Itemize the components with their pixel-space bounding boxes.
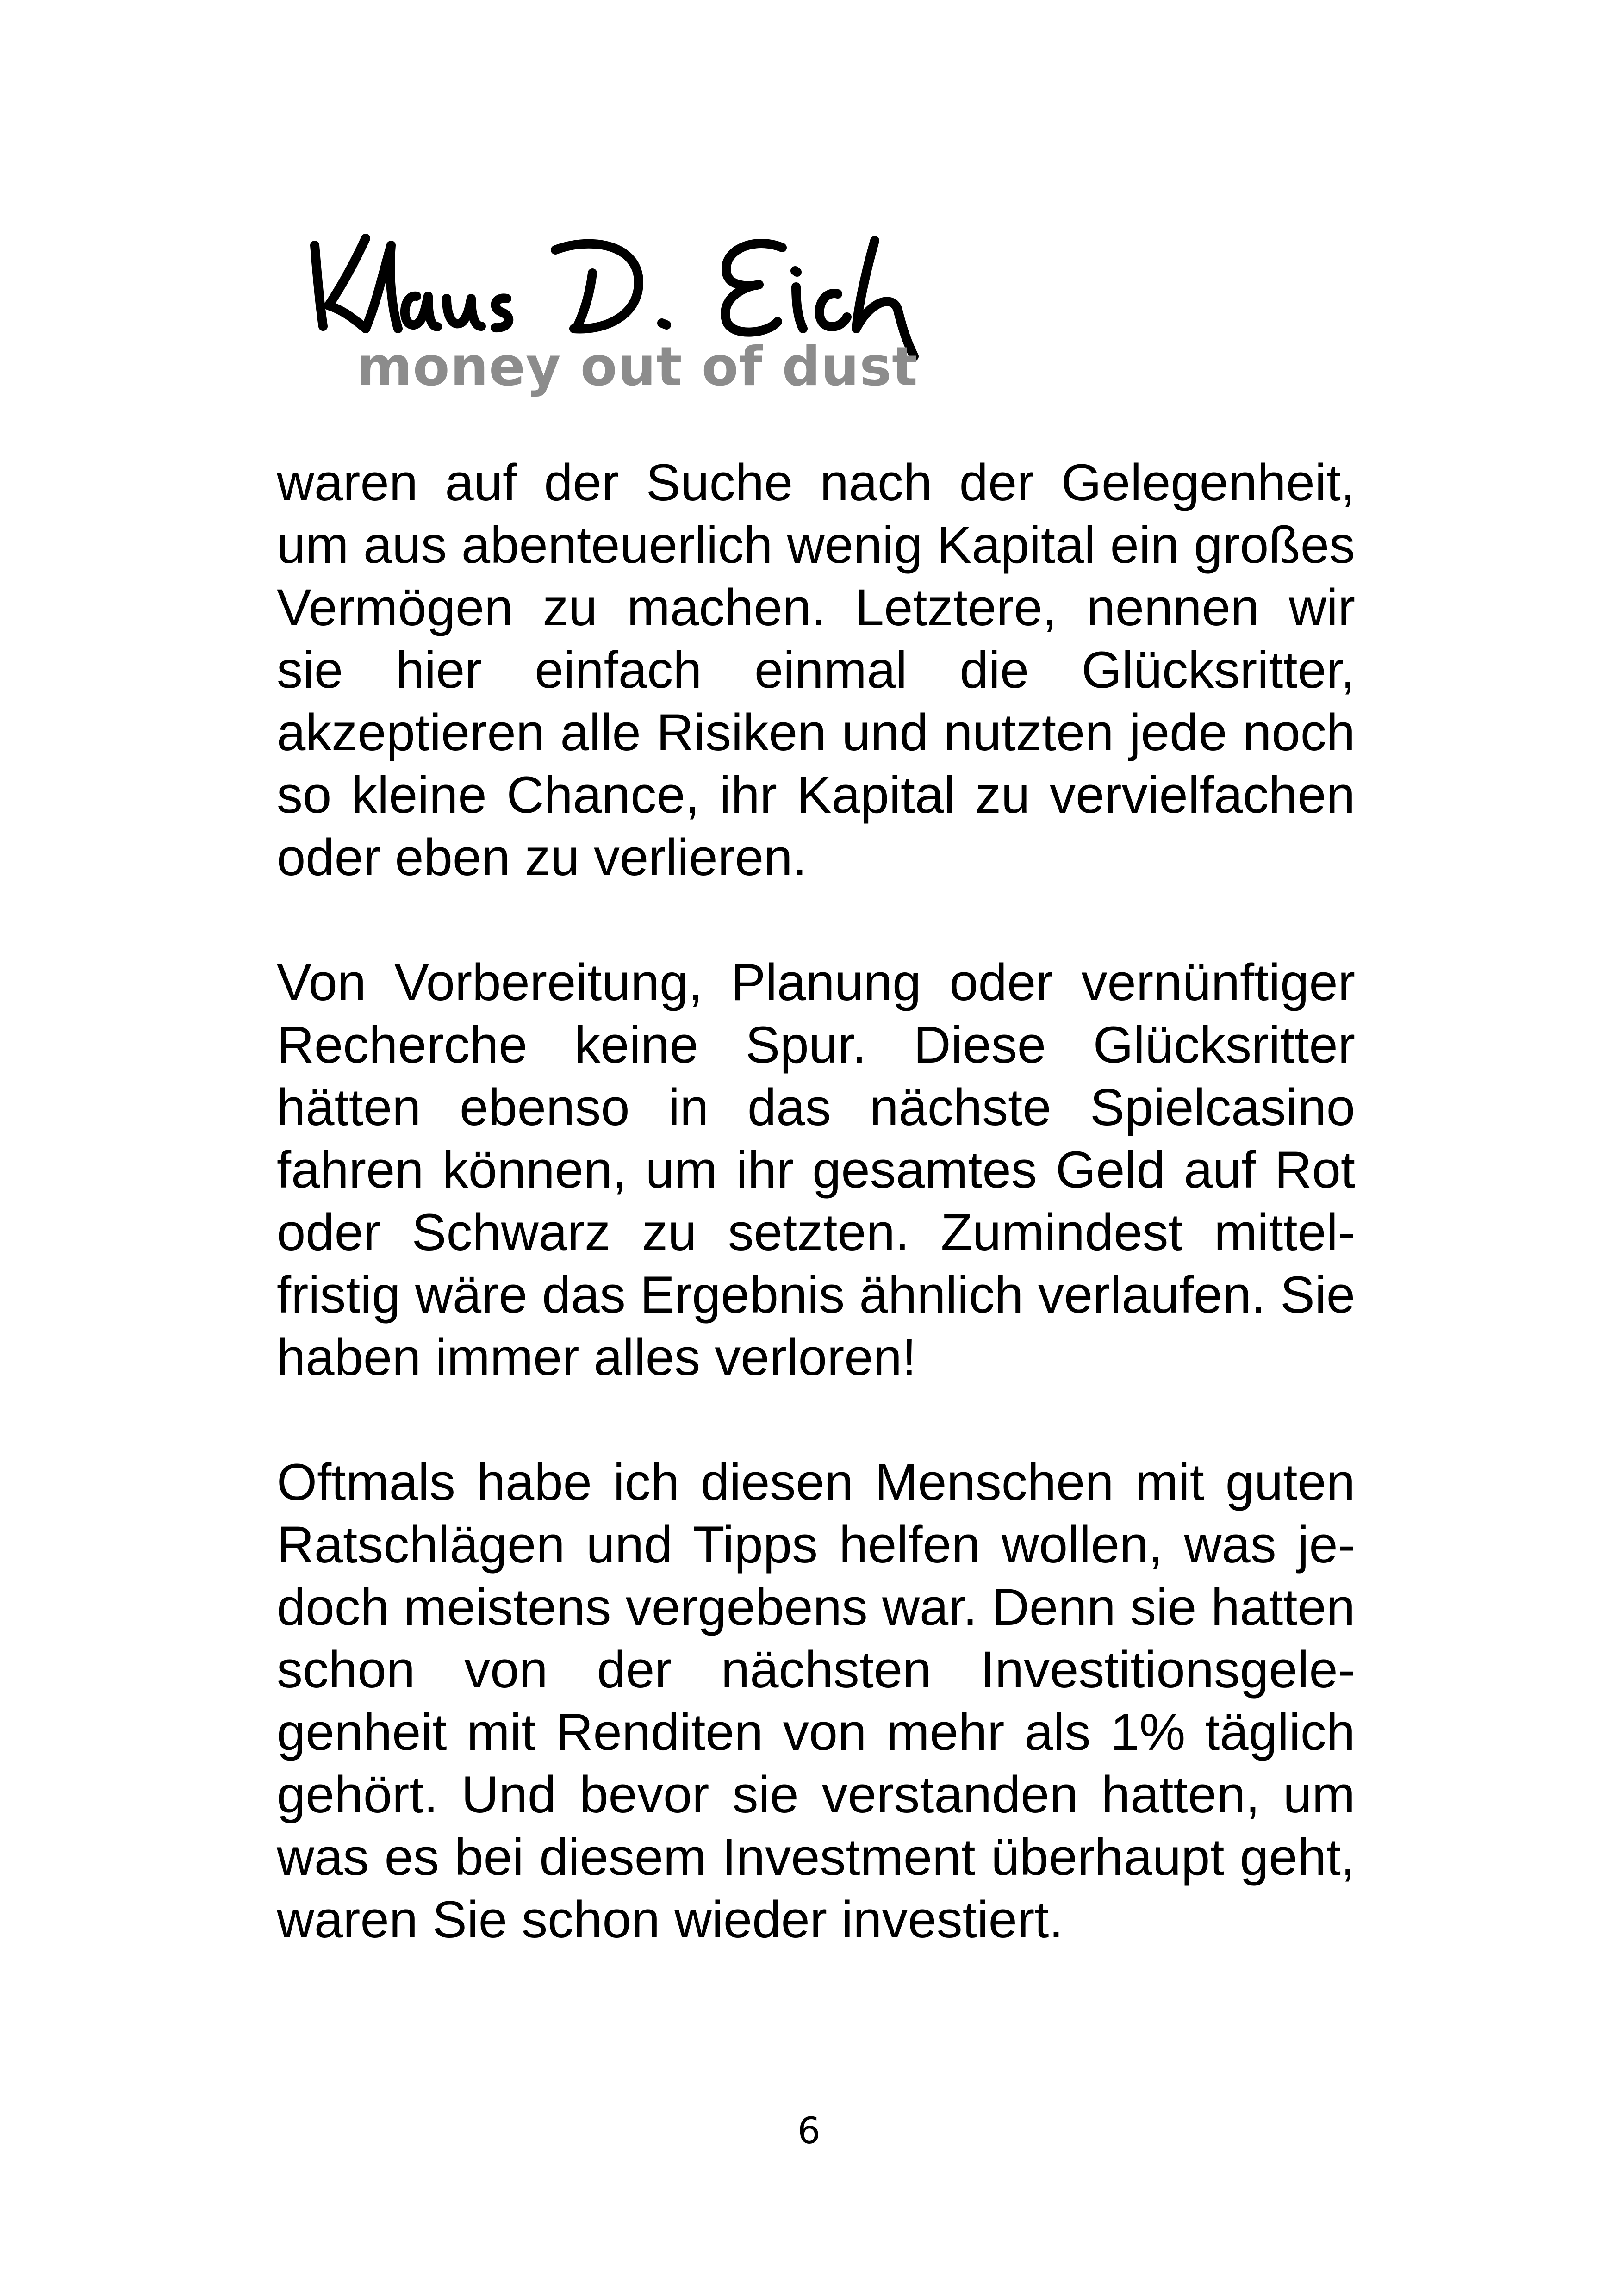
body-text xyxy=(277,451,1355,2013)
paragraph: Oftmals habe ich diesen Menschen mit guten Ratschlägen und Tipps helfen wollen, was jedoch meistens vergebens war. Denn sie hatten schon von der nächsten Investitionsgelegenheit mit Renditen von mehr als 1% täglich gehört. Und bevor sie verstanden hatten, um was es bei diesem Investment überhaupt geht, waren Sie schon wieder investiert. xyxy=(277,1453,1355,1948)
page-number: 6 xyxy=(797,2110,821,2152)
paragraph: waren auf der Suche nach der Gelegenheit, um aus abenteuerlich wenig Kapital ein großes Vermögen zu machen. Letztere, nennen wir sie hier einfach einmal die Glücksritter, akzeptieren alle Risiken und nutzten jede noch so kleine Chance, ihr Kapital zu vervielfachen oder eben zu verlieren. xyxy=(277,454,1355,886)
tagline: money out of dust xyxy=(356,336,918,398)
paragraph: Von Vorbereitung, Planung oder vernünftiger Recherche keine Spur. Diese Glücksritter hätten ebenso in das nächste Spielcasino fahren können, um ihr gesamtes Geld auf Rot oder Schwarz zu setzten. Zumindest mittelfristig wäre das Ergebnis ähnlich verlaufen. Sie haben immer alles verloren! xyxy=(277,953,1355,1386)
page-header xyxy=(296,218,944,412)
